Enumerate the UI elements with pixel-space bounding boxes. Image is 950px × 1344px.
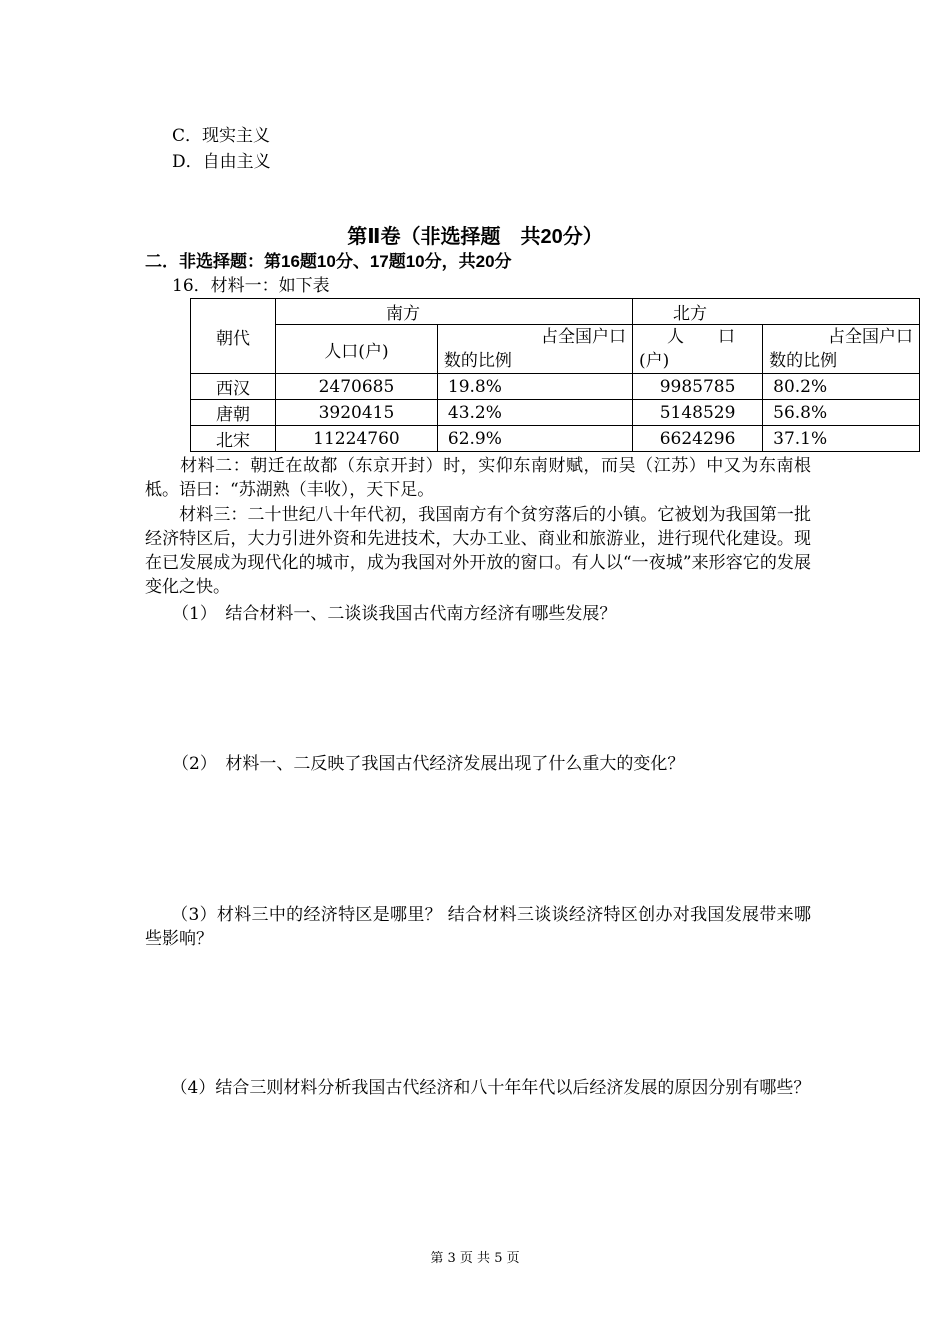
cell-north-population: 5148529 bbox=[633, 400, 763, 426]
option-d: D．自由主义 bbox=[172, 152, 271, 172]
page-footer: 第 3 页 共 5 页 bbox=[430, 1251, 520, 1266]
header-north-ratio-line2: 数的比例 bbox=[769, 351, 838, 371]
header-north-population-line1: 人 口 bbox=[667, 327, 735, 347]
material-three: 材料三：二十世纪八十年代初，我国南方有个贫穷落后的小镇。它被划为我国第一批经济特区后，大力引进外资和先进技术，大办工业、商业和旅游业，进行现代化建设。现在已发展成为现代化的城市，成为我国对外开放的窗口。有人以“一夜城”来形容它的发展变化之快。 bbox=[145, 505, 811, 597]
header-north: 北方 bbox=[633, 299, 920, 325]
cell-south-ratio: 19.8% bbox=[437, 374, 632, 400]
header-south-ratio bbox=[437, 325, 632, 374]
cell-dynasty: 北宋 bbox=[191, 426, 276, 452]
question-1: （1） 结合材料一、二谈谈我国古代南方经济有哪些发展？ bbox=[172, 604, 617, 624]
cell-dynasty: 西汉 bbox=[191, 374, 276, 400]
table-row bbox=[191, 426, 920, 452]
population-table bbox=[190, 298, 920, 452]
cell-south-population: 3920415 bbox=[276, 400, 438, 426]
header-south: 南方 bbox=[276, 299, 633, 325]
header-dynasty: 朝代 bbox=[191, 299, 276, 374]
header-north-ratio bbox=[763, 325, 920, 374]
question-3: （3）材料三中的经济特区是哪里？ 结合材料三谈谈经济特区创办对我国发展带来哪些影响？ bbox=[145, 905, 811, 949]
cell-north-population: 9985785 bbox=[633, 374, 763, 400]
cell-south-population: 2470685 bbox=[276, 374, 438, 400]
question-2: （2） 材料一、二反映了我国古代经济发展出现了什么重大的变化？ bbox=[172, 754, 685, 774]
header-south-population: 人口(户) bbox=[276, 325, 438, 374]
question-16-intro: 16．材料一：如下表 bbox=[172, 276, 330, 296]
cell-north-ratio: 80.2% bbox=[763, 374, 920, 400]
cell-north-ratio: 56.8% bbox=[763, 400, 920, 426]
header-south-ratio-line2: 数的比例 bbox=[443, 351, 512, 371]
header-north-population-line2: (户) bbox=[639, 351, 670, 371]
material-two: 材料二：朝迁在故都（东京开封）时，实仰东南财赋，而吴（江苏）中又为东南根柢。语曰：“苏湖熟（丰收），天下足。 bbox=[145, 456, 811, 500]
section-title: 第Ⅱ卷（非选择题 共20分） bbox=[347, 226, 603, 248]
header-south-ratio-line1: 占全国户口 bbox=[541, 327, 626, 347]
section-subtitle: 二．非选择题：第16题10分、17题10分，共20分 bbox=[145, 252, 512, 271]
cell-north-population: 6624296 bbox=[633, 426, 763, 452]
header-north-population bbox=[633, 325, 763, 374]
cell-south-population: 11224760 bbox=[276, 426, 438, 452]
table-row bbox=[191, 374, 920, 400]
cell-dynasty: 唐朝 bbox=[191, 400, 276, 426]
header-north-ratio-line1: 占全国户口 bbox=[828, 327, 913, 347]
table-row bbox=[191, 400, 920, 426]
cell-south-ratio: 62.9% bbox=[437, 426, 632, 452]
option-c: C．现实主义 bbox=[172, 126, 271, 146]
question-4: （4）结合三则材料分析我国古代经济和八十年年代以后经济发展的原因分别有哪些？ bbox=[145, 1078, 811, 1098]
cell-north-ratio: 37.1% bbox=[763, 426, 920, 452]
cell-south-ratio: 43.2% bbox=[437, 400, 632, 426]
